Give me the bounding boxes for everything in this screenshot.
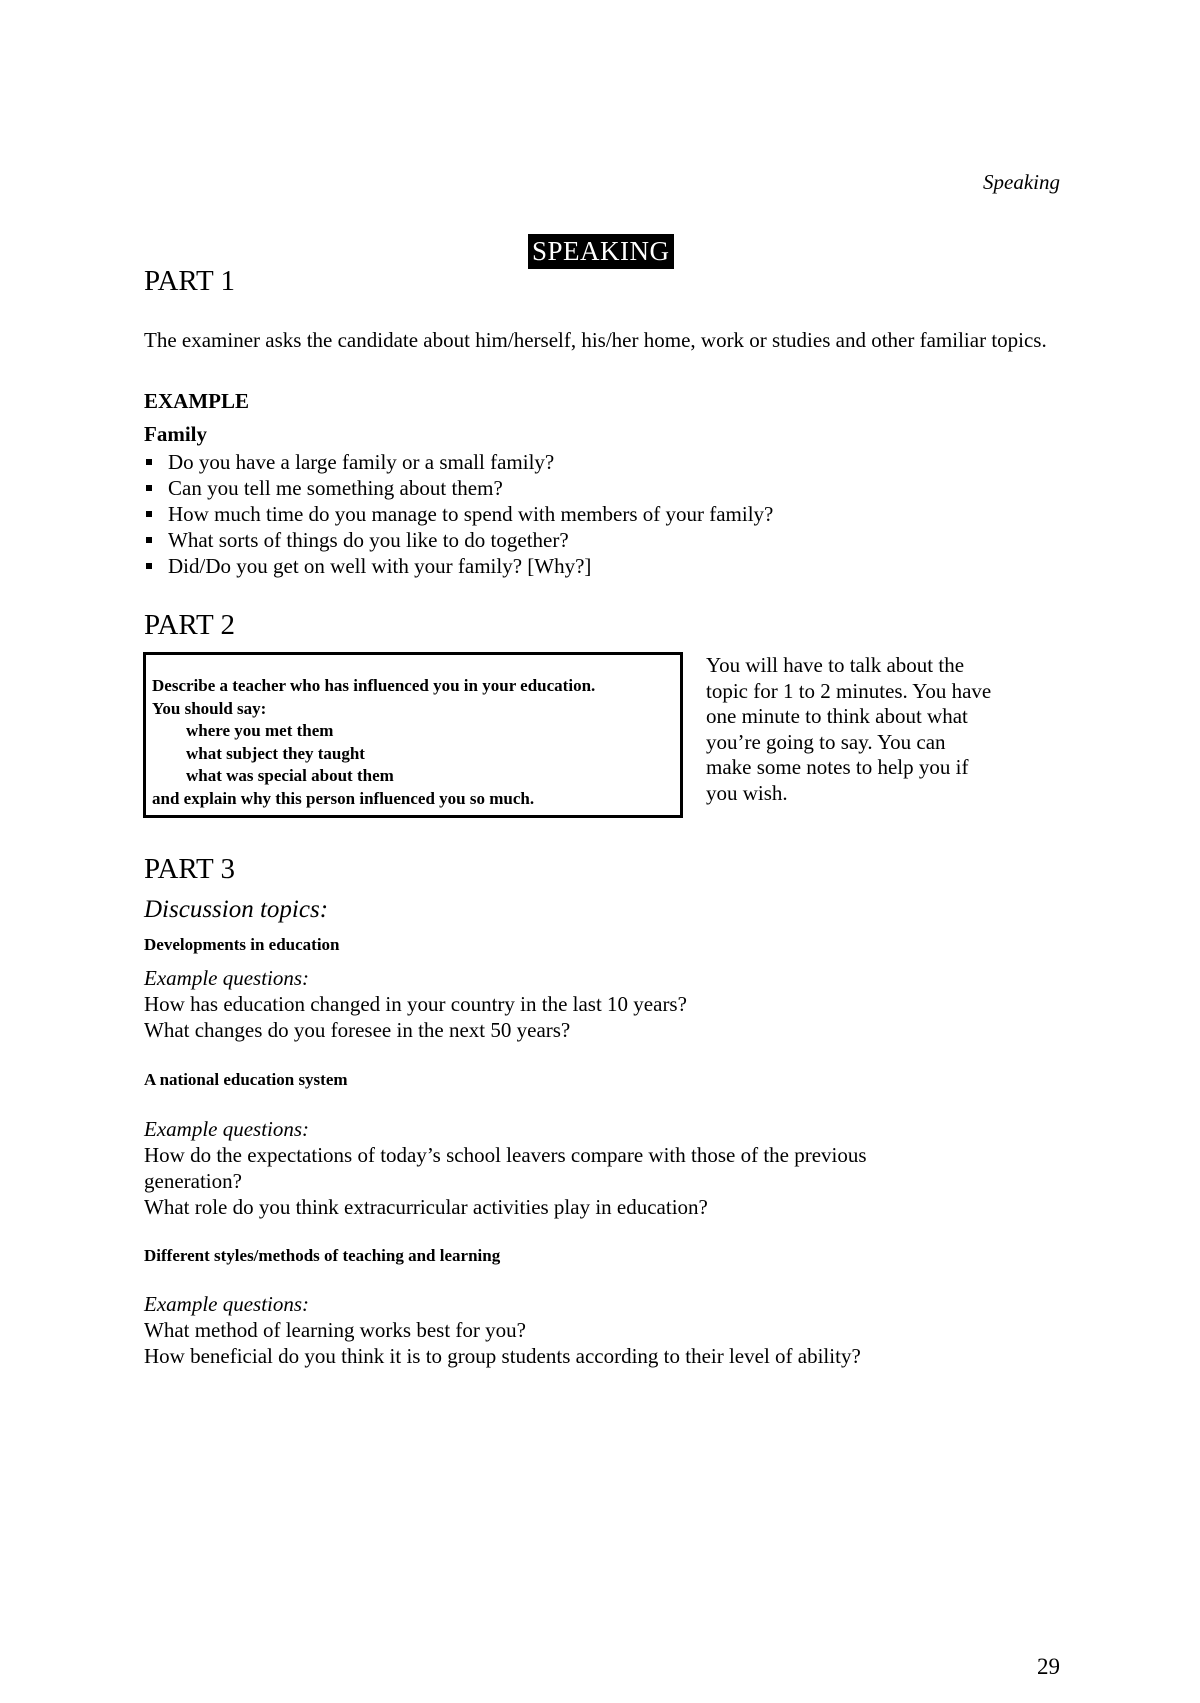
question: How do the expectations of today’s school leavers compare with those of the previous generation? xyxy=(144,1143,867,1193)
bullet-icon xyxy=(146,485,152,491)
cue-card-point: what was special about them xyxy=(186,766,394,785)
list-item: What sorts of things do you like to do together? xyxy=(144,527,773,553)
cue-card-point: what subject they taught xyxy=(186,743,365,763)
cue-card xyxy=(143,652,683,818)
question: What changes do you foresee in the next 50 years? xyxy=(144,1018,571,1042)
part3-heading: PART 3 xyxy=(144,853,235,885)
topic-label: Family xyxy=(144,422,207,446)
example-label: EXAMPLE xyxy=(144,389,249,413)
example-questions-label: Example questions: xyxy=(144,966,310,990)
part2-instructions: You will have to talk about the topic for 1 to 2 minutes. You have one minute to think about what you’re going to say. You can make some notes to help you if you wish. xyxy=(706,653,992,805)
page-title: SPEAKING xyxy=(528,234,674,269)
page-number: 29 xyxy=(1037,1654,1060,1679)
question: What method of learning works best for you? xyxy=(144,1318,526,1342)
question: How beneficial do you think it is to group students according to their level of ability? xyxy=(144,1344,861,1368)
cue-card-line: You should say: xyxy=(152,698,267,718)
topic-title: A national education system xyxy=(144,1070,348,1089)
cue-card-line: and explain why this person influenced you so much. xyxy=(152,788,535,808)
bullet-icon xyxy=(146,459,152,465)
topic-title: Different styles/methods of teaching and learning xyxy=(144,1246,501,1265)
question: How has education changed in your country in the last 10 years? xyxy=(144,992,687,1016)
question-list xyxy=(144,449,773,579)
example-questions-label: Example questions: xyxy=(144,1292,310,1316)
part1-heading: PART 1 xyxy=(144,265,235,297)
running-header: Speaking xyxy=(983,170,1060,194)
example-questions-label: Example questions: xyxy=(144,1117,310,1141)
part2-heading: PART 2 xyxy=(144,609,235,641)
bullet-icon xyxy=(146,511,152,517)
bullet-icon xyxy=(146,537,152,543)
list-item: Did/Do you get on well with your family? [Why?] xyxy=(144,553,773,579)
bullet-icon xyxy=(146,563,152,569)
list-item: Do you have a large family or a small family? xyxy=(144,449,773,475)
question: What role do you think extracurricular activities play in education? xyxy=(144,1195,708,1219)
discussion-label: Discussion topics: xyxy=(144,896,329,923)
topic-title: Developments in education xyxy=(144,935,340,954)
part1-intro: The examiner asks the candidate about him/herself, his/her home, work or studies and other familiar topics. xyxy=(144,328,1047,352)
cue-card-point: where you met them xyxy=(186,721,334,740)
list-item: Can you tell me something about them? xyxy=(144,475,773,501)
list-item: How much time do you manage to spend with members of your family? xyxy=(144,501,773,527)
cue-card-line: Describe a teacher who has influenced you in your education. xyxy=(152,676,596,695)
